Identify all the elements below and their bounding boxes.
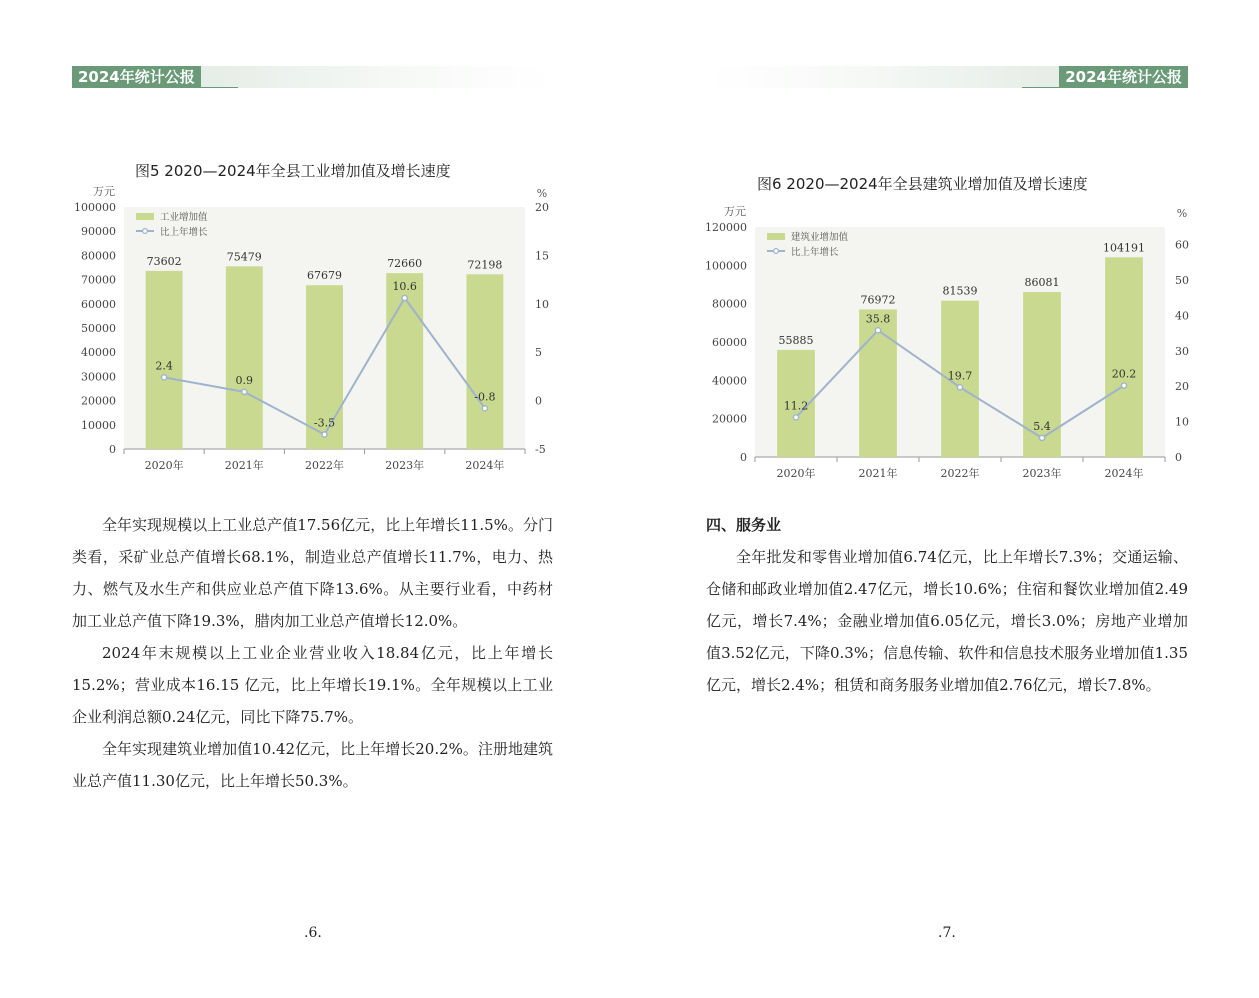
paragraph: 全年实现建筑业增加值10.42亿元，比上年增长20.2%。注册地建筑业总产值11.30亿元，比上年增长50.3%。 [72, 740, 553, 790]
growth-value-label: 10.6 [392, 279, 417, 293]
bar-value-label: 81539 [942, 284, 978, 298]
growth-value-label: -3.5 [313, 416, 336, 430]
legend-swatch-bar [136, 213, 154, 220]
growth-value-label: 19.7 [947, 369, 973, 383]
y-tick-label: 70000 [81, 273, 116, 287]
y-tick-label: 90000 [81, 225, 116, 239]
legend-swatch-marker [143, 229, 148, 234]
left-page [0, 0, 629, 998]
legend-label: 建筑业增加值 [791, 232, 849, 243]
y-tick-label: 60000 [712, 336, 747, 349]
paragraph: 全年实现规模以上工业总产值17.56亿元，比上年增长11.5%。分门类看，采矿业总产值增长68.1%，制造业总产值增长11.7%，电力、热力、燃气及水生产和供应业总产值下降13.6%。从主要行业看，中药材加工业总产值下降19.3%，腊肉加工业总产值增长12.0%。 [72, 516, 553, 630]
growth-point [162, 375, 167, 380]
y2-tick-label: 15 [535, 249, 549, 263]
x-tick-label: 2023年 [385, 459, 425, 470]
header-rule [72, 87, 238, 88]
right-page [630, 0, 1259, 998]
chart-title: 图5 2020—2024年全县工业增加值及增长速度 [135, 162, 451, 180]
legend-label: 比上年增长 [791, 247, 839, 258]
y-tick-label: 20000 [712, 412, 747, 426]
page-number: .7. [938, 925, 956, 941]
growth-point [242, 389, 247, 394]
growth-point [402, 295, 407, 300]
y-axis-unit: 万元 [93, 185, 115, 198]
x-tick-label: 2020年 [776, 467, 816, 480]
y-tick-label: 30000 [81, 370, 116, 384]
y2-tick-label: 20 [1175, 380, 1189, 394]
bar-value-label: 73602 [146, 254, 182, 268]
chart-title: 图6 2020—2024年全县建筑业增加值及增长速度 [757, 175, 1088, 193]
body-text-left [72, 509, 553, 797]
y-tick-label: 50000 [81, 322, 116, 335]
bar-value-label: 86081 [1024, 276, 1060, 290]
y-tick-label: 80000 [81, 249, 116, 263]
y-tick-label: 40000 [712, 374, 747, 388]
running-header-right [706, 66, 1188, 88]
y-tick-label: 80000 [712, 297, 747, 311]
y2-tick-label: 20 [535, 201, 549, 214]
page-number: .6. [304, 925, 322, 941]
y2-tick-label: -5 [535, 443, 546, 456]
growth-point [793, 415, 798, 420]
y-tick-label: 20000 [81, 394, 116, 408]
y-tick-label: 100000 [74, 201, 116, 214]
growth-value-label: 20.2 [1111, 367, 1137, 381]
y2-tick-label: 10 [535, 297, 549, 311]
y-tick-label: 60000 [81, 297, 116, 311]
bar-value-label: 67679 [307, 269, 342, 283]
bar-value-label: 104191 [1103, 241, 1145, 255]
x-tick-label: 2022年 [305, 459, 344, 470]
y-tick-label: 100000 [705, 259, 747, 273]
chart-construction [630, 200, 1259, 490]
header-rule [1022, 87, 1188, 88]
body-text-right [706, 509, 1188, 701]
header-tag: 2024年统计公报 [1059, 66, 1188, 88]
x-tick-label: 2024年 [1104, 467, 1144, 480]
growth-value-label: 35.8 [865, 312, 891, 326]
y2-axis-unit: % [1176, 207, 1188, 220]
y-tick-label: 120000 [705, 221, 747, 234]
growth-point [875, 328, 880, 333]
chart-industry [0, 180, 629, 470]
y-tick-label: 10000 [81, 418, 116, 432]
section-heading: 四、服务业 [706, 516, 782, 534]
growth-point [322, 432, 327, 437]
legend-label: 工业增加值 [160, 212, 208, 223]
y2-tick-label: 5 [535, 346, 542, 360]
y-tick-label: 0 [109, 443, 116, 456]
legend-swatch-marker [774, 249, 779, 254]
growth-value-label: 11.2 [783, 399, 809, 413]
x-tick-label: 2024年 [465, 459, 505, 470]
growth-point [482, 406, 487, 411]
bar-value-label: 75479 [226, 250, 262, 264]
y-axis-unit: 万元 [724, 205, 746, 218]
paragraph: 2024年末规模以上工业企业营业收入18.84亿元，比上年增长15.2%；营业成本16.15 亿元，比上年增长19.1%。全年规模以上工业企业利润总额0.24亿元，同比下降75.7%。 [72, 644, 553, 726]
paragraph: 全年批发和零售业增加值6.74亿元，比上年增长7.3%；交通运输、仓储和邮政业增加值2.47亿元，增长10.6%；住宿和餐饮业增加值2.49亿元，增长7.4%；金融业增加值6.05亿元，增长3.0%；房地产业增加值3.52亿元，下降0.3%；信息传输、软件和信息技术服务业增加值1.35亿元，增长2.4%；租赁和商务服务业增加值2.76亿元，增长7.8%。 [706, 548, 1188, 694]
y2-tick-label: 30 [1175, 344, 1189, 358]
x-tick-label: 2021年 [224, 459, 264, 470]
x-tick-label: 2021年 [858, 467, 898, 480]
bar-value-label: 72198 [467, 258, 503, 272]
x-tick-label: 2023年 [1022, 467, 1062, 480]
growth-value-label: 2.4 [155, 359, 173, 373]
y2-tick-label: 10 [1175, 415, 1189, 429]
y2-axis-unit: % [536, 187, 548, 200]
y2-tick-label: 0 [535, 394, 542, 408]
y2-tick-label: 60 [1175, 238, 1189, 252]
growth-value-label: 0.9 [235, 373, 254, 387]
header-tag: 2024年统计公报 [72, 66, 201, 88]
y2-tick-label: 50 [1175, 274, 1189, 288]
y2-tick-label: 0 [1175, 451, 1182, 464]
bar-value-label: 72660 [387, 257, 423, 271]
y-tick-label: 40000 [81, 346, 116, 360]
y2-tick-label: 40 [1175, 309, 1189, 323]
bar [226, 266, 263, 449]
x-tick-label: 2022年 [940, 467, 980, 480]
bar [466, 274, 503, 449]
bar-value-label: 76972 [860, 293, 896, 307]
growth-value-label: 5.4 [1033, 419, 1051, 433]
growth-value-label: -0.8 [474, 390, 496, 404]
y-tick-label: 0 [740, 451, 747, 464]
growth-point [1121, 383, 1126, 388]
legend-swatch-bar [767, 233, 785, 240]
bar-value-label: 55885 [778, 333, 814, 347]
x-tick-label: 2020年 [144, 459, 184, 470]
growth-point [1039, 435, 1044, 440]
growth-point [957, 385, 962, 390]
running-header-left [72, 66, 553, 88]
legend-label: 比上年增长 [160, 227, 208, 238]
bar [1105, 257, 1143, 457]
